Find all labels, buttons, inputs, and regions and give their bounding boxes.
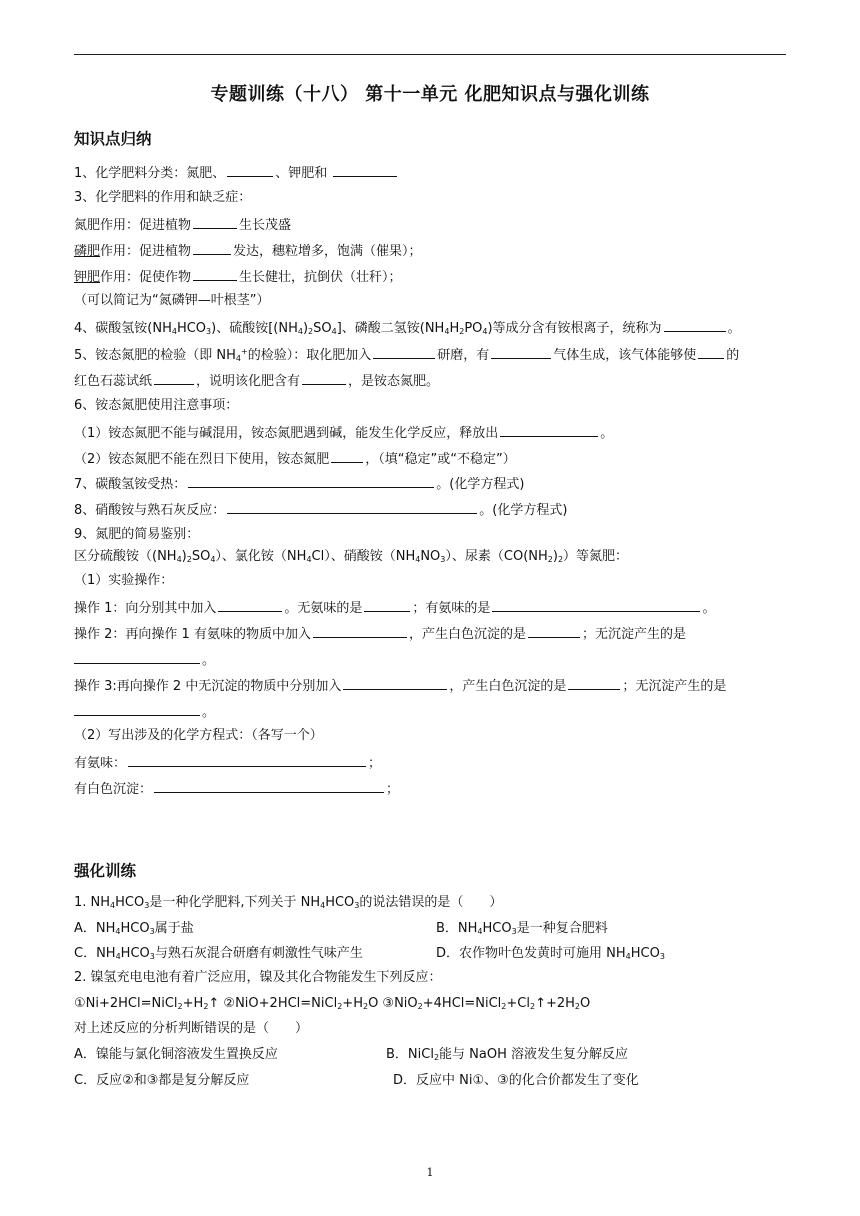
blank bbox=[528, 624, 580, 638]
line-phosphorus: 磷肥作用：促进植物 发达，穗粒增多，饱满（催果）； bbox=[74, 241, 422, 261]
blank bbox=[664, 318, 726, 332]
blank bbox=[128, 753, 366, 767]
blank bbox=[74, 650, 200, 664]
blank bbox=[313, 624, 407, 638]
blank bbox=[218, 598, 282, 612]
q2-option-a[interactable]: A．镍能与氯化铜溶液发生置换反应 bbox=[74, 1047, 278, 1062]
q2-option-b[interactable]: B．NiCl$_2$能与 NaOH 溶液发生复分解反应 bbox=[386, 1047, 629, 1062]
line-mnemonic: （可以简记为“氮磷钾—叶根茎”） bbox=[74, 293, 270, 308]
line-precip: 有白色沉淀： ； bbox=[74, 779, 399, 799]
blank bbox=[500, 423, 598, 437]
q2-option-d[interactable]: D．反应中 Ni①、③的化合价都发生了变化 bbox=[393, 1073, 639, 1088]
q1-option-b[interactable]: B．$NH_4HCO_3$是一种复合肥料 bbox=[436, 921, 608, 936]
line-ammonia: 有氨味： ； bbox=[74, 753, 381, 773]
line-op3: 操作 3:再向操作 2 中无沉淀的物质中分别加入 ，产生白色沉淀的是 ；无沉淀产生的是 bbox=[74, 676, 726, 696]
line-op1: 操作 1：向分别其中加入 。无氨味的是 ；有氨味的是 。 bbox=[74, 598, 715, 618]
line-nitrogen: 氮肥作用：促进植物 生长茂盛 bbox=[74, 215, 291, 235]
q1-stem: 1. $NH_4HCO_3$是一种化学肥料,下列关于 $NH_4HCO_3$的说法错误的是（ ） bbox=[74, 895, 503, 910]
line-5-cont: 红色石蕊试纸 ，说明该化肥含有 ，是铵态氮肥。 bbox=[74, 371, 439, 391]
section-heading-training: 强化训练 bbox=[74, 862, 137, 880]
page-title: 专题训练（十八） 第十一单元 化肥知识点与强化训练 bbox=[210, 84, 650, 105]
blank bbox=[154, 371, 194, 385]
line-exp1: （1）实验操作： bbox=[74, 573, 174, 588]
blank bbox=[74, 702, 200, 716]
line-op2-cont: 。 bbox=[74, 650, 215, 670]
line-6-1: （1）铵态氮肥不能与碱混用，铵态氮肥遇到碱，能发生化学反应，释放出 。 bbox=[74, 423, 613, 443]
blank bbox=[698, 345, 724, 359]
q2-ask: 对上述反应的分析判断错误的是（ ） bbox=[74, 1021, 309, 1036]
blank bbox=[154, 779, 384, 793]
q2-reactions: $①Ni+2HCl=NiCl_2+H_2↑$ $②NiO+2HCl=NiCl_2+H_2O$ $③NiO_2+4HCl=NiCl_2+Cl_2↑+2H_2O$ bbox=[74, 996, 591, 1011]
line-7: 7、碳酸氢铵受热： 。(化学方程式) bbox=[74, 474, 524, 494]
line-op3-cont: 。 bbox=[74, 702, 215, 722]
line-9-list: 区分硫酸铵$((NH_4)_2SO_4)$、氯化铵$(NH_4Cl)$、硝酸铵$(NH_4NO_3)$、尿素$(CO(NH_2)_2)$等氮肥： bbox=[74, 549, 629, 564]
page-number: 1 bbox=[426, 1166, 434, 1179]
line-8: 8、硝酸铵与熟石灰反应： 。(化学方程式) bbox=[74, 500, 567, 520]
blank bbox=[227, 500, 477, 514]
section-heading-knowledge: 知识点归纳 bbox=[74, 130, 152, 148]
line-6-2: （2）铵态氮肥不能在烈日下使用，铵态氮肥 ，（填“稳定”或“不稳定”） bbox=[74, 449, 516, 469]
blank bbox=[331, 449, 363, 463]
blank bbox=[333, 163, 397, 177]
blank bbox=[302, 371, 346, 385]
blank bbox=[193, 215, 237, 229]
q2-stem: 2. 镍氢充电电池有着广泛应用，镍及其化合物能发生下列反应： bbox=[74, 970, 442, 985]
q1-option-d[interactable]: D．农作物叶色发黄时可施用 $NH_4HCO_3$ bbox=[436, 946, 665, 961]
line-5: 5、铵态氮肥的检验（即 $NH_4^+$的检验）：取化肥加入 研磨，有 气体生成，该气体能够使 的 bbox=[74, 347, 740, 363]
line-9: 9、氮肥的简易鉴别： bbox=[74, 527, 200, 542]
blank bbox=[568, 676, 620, 690]
blank bbox=[373, 345, 435, 359]
line-exp2: （2）写出涉及的化学方程式：（各写一个） bbox=[74, 728, 323, 743]
q2-option-c[interactable]: C．反应②和③都是复分解反应 bbox=[74, 1073, 250, 1088]
line-4: 4、碳酸氢铵$(NH_4HCO_3)$、硫酸铵$[(NH_4)_2SO_4]$、磷酸二氢铵$(NH_4H_2PO_4)$等成分含有铵根离子，统称为 。 bbox=[74, 318, 741, 338]
line-op2: 操作 2：再向操作 1 有氨味的物质中加入 ，产生白色沉淀的是 ；无沉淀产生的是 bbox=[74, 624, 686, 644]
blank bbox=[364, 598, 410, 612]
line-3: 3、化学肥料的作用和缺乏症： bbox=[74, 190, 252, 205]
line-potassium: 钾肥作用：促使作物 生长健壮，抗倒伏（壮秆）； bbox=[74, 267, 402, 287]
line-1: 1、化学肥料分类：氮肥、 、钾肥和 bbox=[74, 163, 399, 183]
blank bbox=[491, 345, 551, 359]
blank bbox=[343, 676, 447, 690]
line-6: 6、铵态氮肥使用注意事项： bbox=[74, 398, 239, 413]
blank bbox=[227, 163, 273, 177]
blank bbox=[492, 598, 700, 612]
blank bbox=[193, 241, 231, 255]
q1-option-a[interactable]: A．$NH_4HCO_3$属于盐 bbox=[74, 921, 194, 936]
blank bbox=[193, 267, 237, 281]
q1-option-c[interactable]: C．$NH_4HCO_3$与熟石灰混合研磨有刺激性气味产生 bbox=[74, 946, 363, 961]
blank bbox=[188, 474, 434, 488]
header-rule bbox=[74, 54, 786, 55]
